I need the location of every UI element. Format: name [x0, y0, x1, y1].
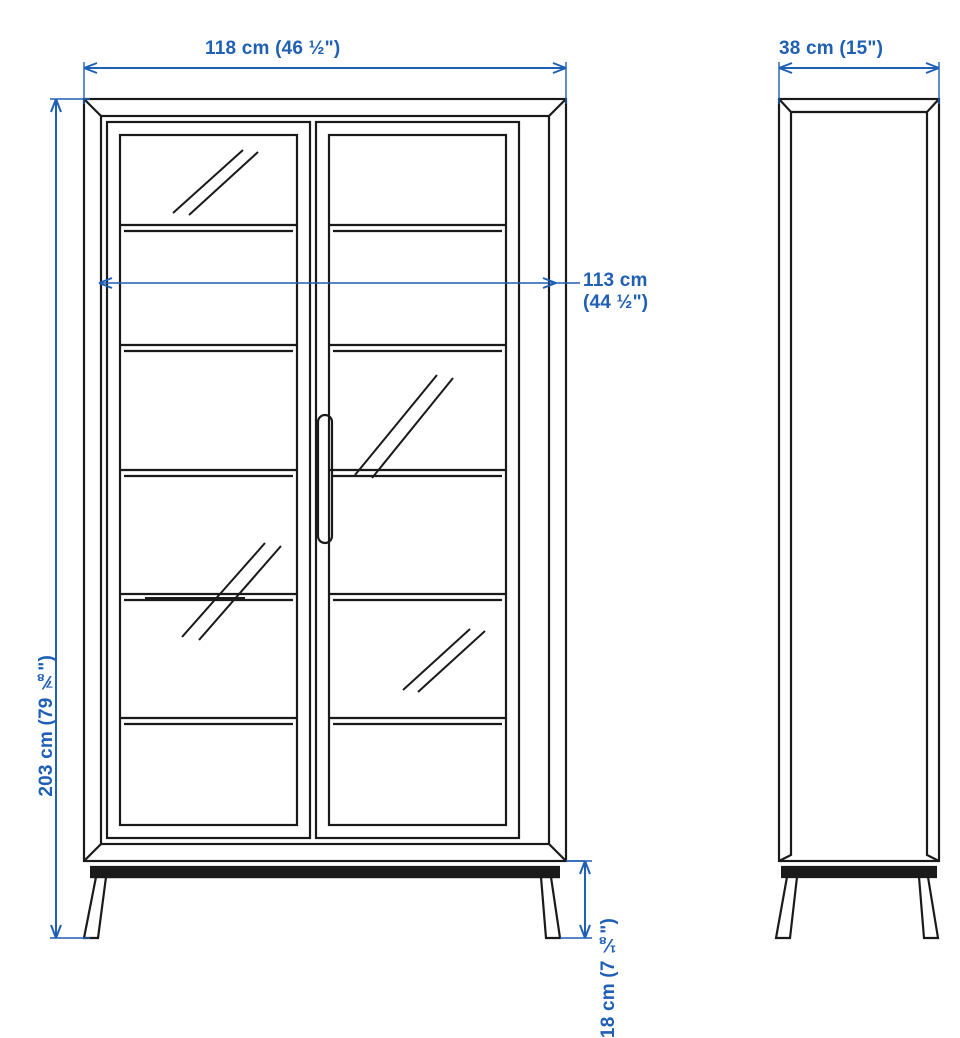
side-view-legs	[776, 877, 938, 938]
front-view-outline	[84, 99, 566, 861]
front-view-right-door	[316, 122, 519, 838]
side-view-outline	[779, 99, 939, 861]
front-view-legs	[84, 877, 560, 938]
dimension-label-plinth-height: 18 cm (7 ⅛")	[598, 918, 619, 1038]
dimension-label-inner-width-imperial: (44 ½")	[583, 292, 649, 314]
dimension-label-depth: 38 cm (15")	[779, 38, 884, 59]
dimension-lines	[50, 62, 939, 938]
front-view-left-door	[107, 122, 310, 838]
dimension-label-width: 118 cm (46 ½")	[205, 38, 341, 59]
dimension-label-inner-width-metric: 113 cm	[583, 270, 648, 291]
dimension-label-inner-width	[583, 270, 648, 315]
front-view-plinth	[90, 867, 560, 877]
side-view-plinth	[781, 867, 937, 877]
dimension-label-height: 203 cm (79 ⅞")	[36, 655, 57, 797]
